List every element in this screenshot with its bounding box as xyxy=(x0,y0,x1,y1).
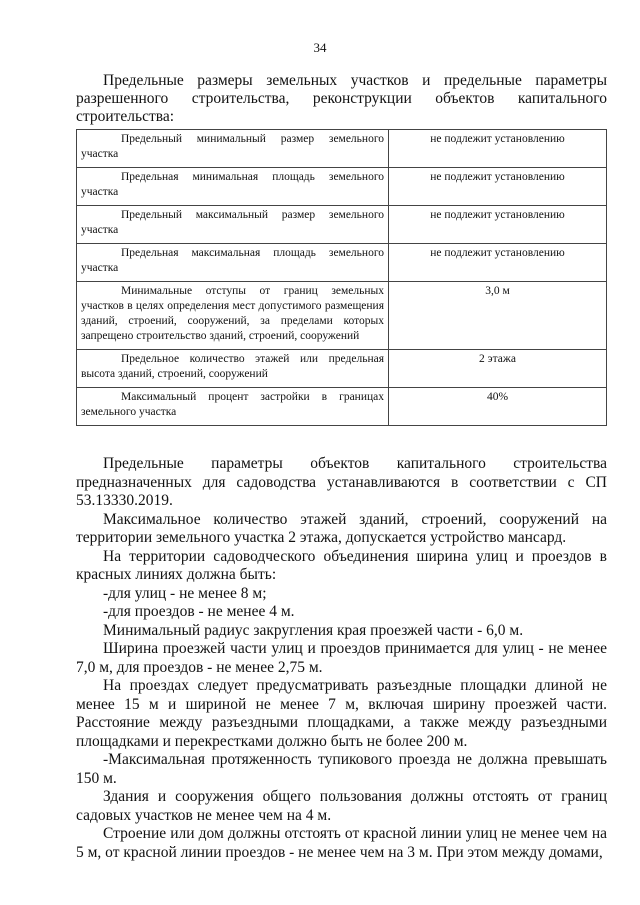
parameter-value: 40% xyxy=(389,388,607,426)
paragraph: На территории садоводческого объединения ширина улиц и проездов в красных линиях должна быть: xyxy=(76,547,607,583)
parameter-value: не подлежит установлению xyxy=(389,206,607,244)
parameter-name: Предельное количество этажей или предельная высота зданий, строений, сооружений xyxy=(77,350,389,388)
parameter-value: 3,0 м xyxy=(389,282,607,350)
paragraph: -для улиц - не менее 8 м; xyxy=(103,584,267,602)
parameter-name: Предельный минимальный размер земельного участка xyxy=(77,130,389,168)
paragraph: Максимальное количество этажей зданий, строений, сооружений на территории земельного участка 2 этажа, допускается устройство мансард. xyxy=(76,510,607,546)
page-number: 34 xyxy=(313,40,327,55)
table-row xyxy=(77,282,607,350)
paragraph: Предельные параметры объектов капитального строительства предназначенных для садоводства устанавливаются в соответствии с СП 53.13330.2019. xyxy=(76,455,607,509)
table-row xyxy=(77,350,607,388)
paragraph: Строение или дом должны отстоять от красной линии улиц не менее чем на 5 м, от красной линии проездов - не менее чем на 3 м. При этом между домами, xyxy=(76,825,607,861)
parameter-name: Предельная минимальная площадь земельного участка xyxy=(77,168,389,206)
paragraph: -Максимальная протяженность тупикового проезда не должна превышать 150 м. xyxy=(76,751,607,787)
table-row xyxy=(77,388,607,426)
parameter-name: Предельная максимальная площадь земельного участка xyxy=(77,244,389,282)
body-text xyxy=(76,455,607,862)
parameter-name: Максимальный процент застройки в границах земельного участка xyxy=(77,388,389,426)
paragraph: Минимальный радиус закругления края проезжей части - 6,0 м. xyxy=(103,621,524,639)
table-row xyxy=(77,244,607,282)
parameter-value: не подлежит установлению xyxy=(389,130,607,168)
parameters-table xyxy=(76,129,607,426)
table-row xyxy=(77,206,607,244)
parameter-name: Минимальные отступы от границ земельных участков в целях определения мест допустимого размещения зданий, строений, сооружений, за пределами которых запрещено строительство зданий, строений, сооружений xyxy=(77,282,389,350)
paragraph: На проездах следует предусматривать разъездные площадки длиной не менее 15 м и шириной не менее 7 м, включая ширину проезжей части. Расстояние между разъездными площадками, а также между разъездными площадками и перекрестками должно быть не более 200 м. xyxy=(76,677,607,750)
table-row xyxy=(77,168,607,206)
parameter-value: не подлежит установлению xyxy=(389,244,607,282)
paragraph: Здания и сооружения общего пользования должны отстоять от границ садовых участков не менее чем на 4 м. xyxy=(76,788,607,824)
parameter-value: 2 этажа xyxy=(389,350,607,388)
table-row xyxy=(77,130,607,168)
paragraph: -для проездов - не менее 4 м. xyxy=(103,603,295,620)
parameter-value: не подлежит установлению xyxy=(389,168,607,206)
paragraph: Ширина проезжей части улиц и проездов принимается для улиц - не менее 7,0 м, для проездов - не менее 2,75 м. xyxy=(76,640,607,676)
parameter-name: Предельный максимальный размер земельного участка xyxy=(77,206,389,244)
intro-paragraph: Предельные размеры земельных участков и предельные параметры разрешенного строительства, реконструкции объектов капитального строительства: xyxy=(76,72,607,125)
